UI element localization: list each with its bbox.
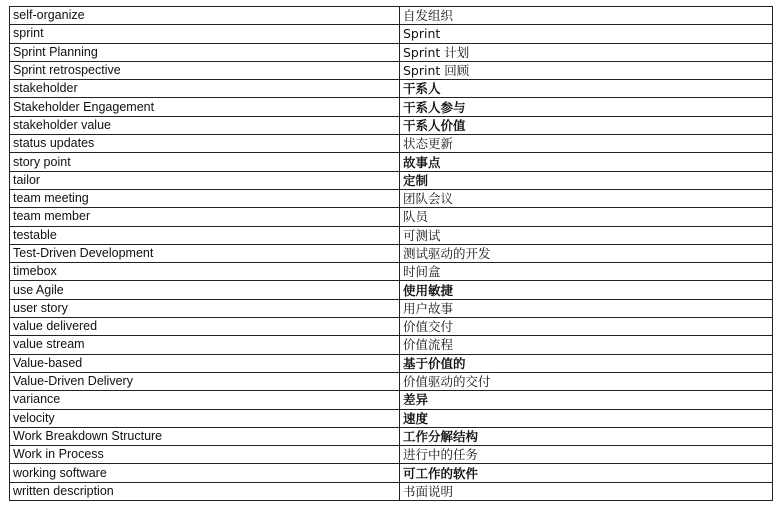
term-chinese: 定制 [400, 171, 773, 189]
term-chinese: 可测试 [400, 226, 773, 244]
table-row [10, 482, 773, 500]
term-chinese: 团队会议 [400, 189, 773, 207]
table-row [10, 171, 773, 189]
term-chinese: 干系人参与 [400, 98, 773, 116]
term-english: variance [10, 391, 400, 409]
table-row [10, 354, 773, 372]
term-english: Sprint Planning [10, 43, 400, 61]
term-english: tailor [10, 171, 400, 189]
term-english: use Agile [10, 281, 400, 299]
table-row [10, 208, 773, 226]
table-row [10, 391, 773, 409]
term-english: self-organize [10, 7, 400, 25]
term-english: value delivered [10, 318, 400, 336]
table-row [10, 464, 773, 482]
term-chinese: 价值交付 [400, 318, 773, 336]
term-chinese: 时间盒 [400, 263, 773, 281]
table-row [10, 226, 773, 244]
term-english: team member [10, 208, 400, 226]
term-english: value stream [10, 336, 400, 354]
glossary-body [10, 7, 773, 501]
term-chinese: 基于价值的 [400, 354, 773, 372]
term-chinese: Sprint 计划 [400, 43, 773, 61]
glossary-table [9, 6, 773, 501]
term-chinese: 用户故事 [400, 299, 773, 317]
term-chinese: 进行中的任务 [400, 446, 773, 464]
term-chinese: 使用敏捷 [400, 281, 773, 299]
term-english: Work Breakdown Structure [10, 427, 400, 445]
term-english: Work in Process [10, 446, 400, 464]
term-english: velocity [10, 409, 400, 427]
term-english: sprint [10, 25, 400, 43]
table-row [10, 153, 773, 171]
term-english: written description [10, 482, 400, 500]
term-english: Stakeholder Engagement [10, 98, 400, 116]
term-english: Value-based [10, 354, 400, 372]
term-english: timebox [10, 263, 400, 281]
table-row [10, 427, 773, 445]
table-row [10, 7, 773, 25]
term-english: stakeholder value [10, 116, 400, 134]
term-english: Sprint retrospective [10, 61, 400, 79]
table-row [10, 80, 773, 98]
term-chinese: Sprint 回顾 [400, 61, 773, 79]
table-row [10, 336, 773, 354]
term-chinese: 自发组织 [400, 7, 773, 25]
term-chinese: 工作分解结构 [400, 427, 773, 445]
table-row [10, 25, 773, 43]
table-row [10, 189, 773, 207]
term-english: status updates [10, 135, 400, 153]
term-chinese: 干系人价值 [400, 116, 773, 134]
table-row [10, 281, 773, 299]
table-row [10, 135, 773, 153]
term-chinese: 测试驱动的开发 [400, 244, 773, 262]
table-row [10, 43, 773, 61]
term-chinese: 故事点 [400, 153, 773, 171]
term-english: Value-Driven Delivery [10, 372, 400, 390]
table-row [10, 299, 773, 317]
term-chinese: 可工作的软件 [400, 464, 773, 482]
term-english: team meeting [10, 189, 400, 207]
table-row [10, 263, 773, 281]
table-row [10, 98, 773, 116]
term-english: user story [10, 299, 400, 317]
term-chinese: 价值驱动的交付 [400, 372, 773, 390]
table-row [10, 244, 773, 262]
table-row [10, 409, 773, 427]
table-row [10, 372, 773, 390]
term-chinese: 队员 [400, 208, 773, 226]
table-row [10, 116, 773, 134]
term-english: testable [10, 226, 400, 244]
term-chinese: 书面说明 [400, 482, 773, 500]
term-chinese: Sprint [400, 25, 773, 43]
table-row [10, 61, 773, 79]
table-row [10, 446, 773, 464]
term-english: story point [10, 153, 400, 171]
term-chinese: 状态更新 [400, 135, 773, 153]
term-chinese: 速度 [400, 409, 773, 427]
term-english: Test-Driven Development [10, 244, 400, 262]
term-chinese: 差异 [400, 391, 773, 409]
term-chinese: 价值流程 [400, 336, 773, 354]
term-chinese: 干系人 [400, 80, 773, 98]
table-row [10, 318, 773, 336]
term-english: working software [10, 464, 400, 482]
term-english: stakeholder [10, 80, 400, 98]
